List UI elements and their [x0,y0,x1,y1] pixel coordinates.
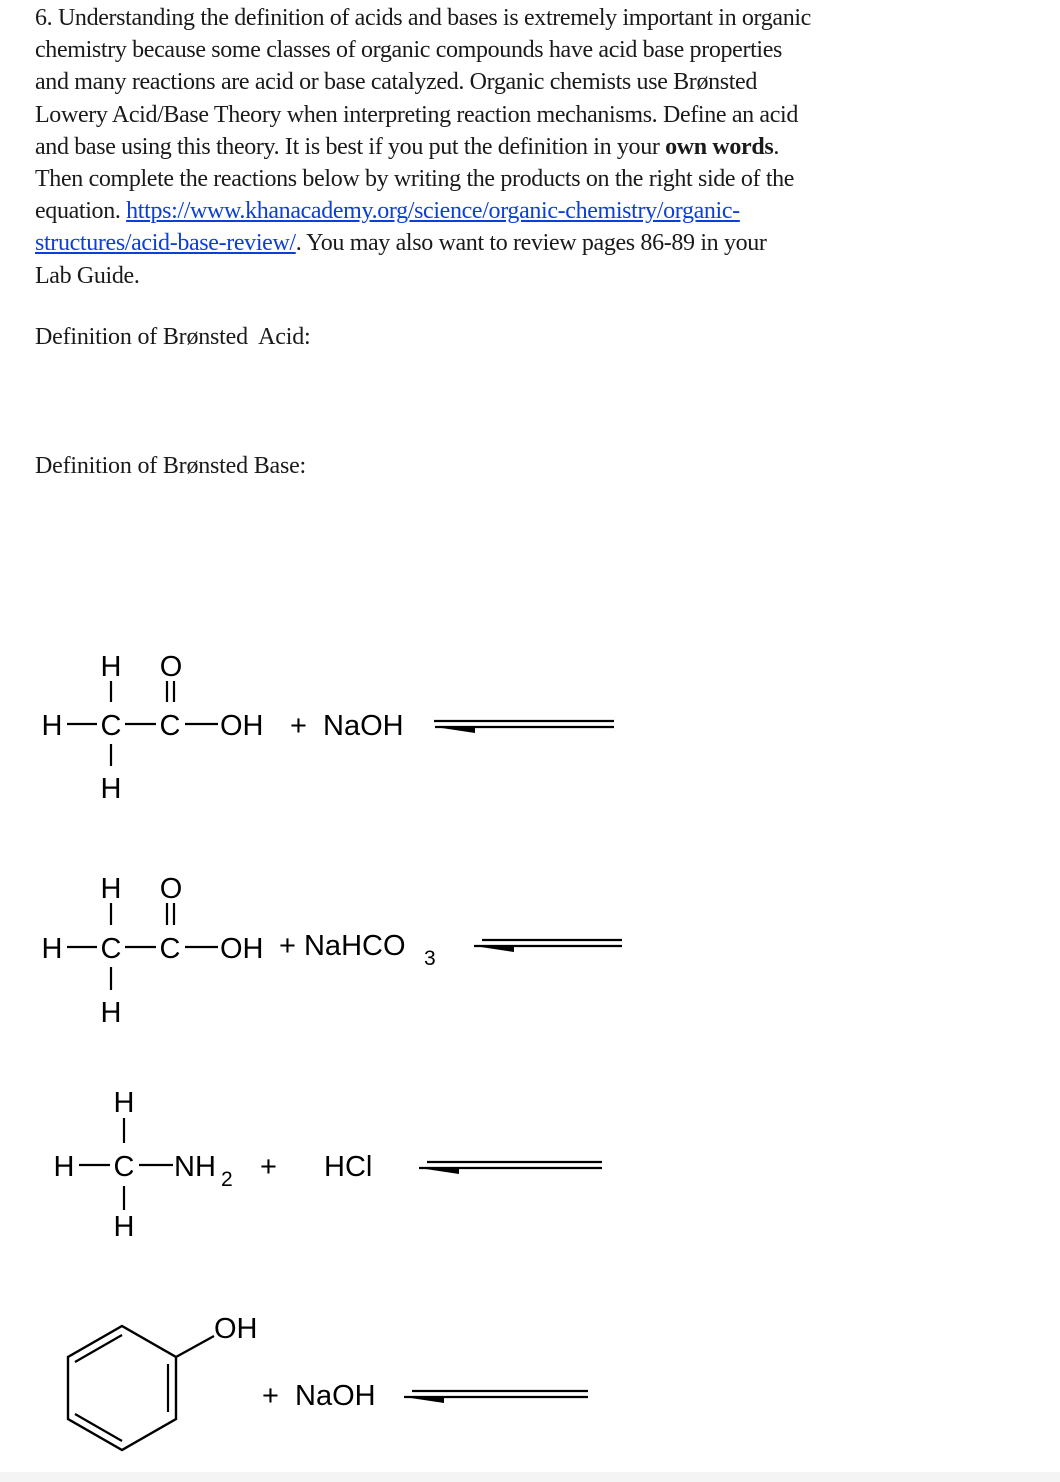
group-oh: OH [220,933,264,965]
question-text: . [773,133,779,160]
reagent-hcl: HCl [324,1151,373,1183]
atom-c: C [159,710,181,742]
emphasis-own-words: own words [665,133,774,160]
reaction-2-acetic-acid-nahco3 [42,873,622,1029]
atom-c: C [100,710,122,742]
question-line: 6. Understanding the definition of acids and bases is extremely important in organic [35,5,811,31]
atom-o: O [159,651,183,683]
reaction-1-acetic-acid-naoh [42,651,614,805]
question-line: chemistry because some classes of organic compounds have acid base properties [35,37,783,64]
atom-c: C [159,933,181,965]
subscript-3: 3 [424,947,436,970]
khan-academy-link-continued[interactable]: structures/acid-base-review/ [35,230,296,257]
reagent-naoh: + NaOH [290,710,404,742]
subscript-2: 2 [221,1168,233,1191]
question-line: and many reactions are acid or base catalyzed. Organic chemists use Brønsted [35,69,758,96]
atom-h: H [41,710,63,742]
reagent-nahco3: + NaHCO [279,930,406,962]
atom-c: C [113,1151,135,1183]
question-line: Lowery Acid/Base Theory when interpreting reaction mechanisms. Define an acid [35,101,798,128]
reaction-4-phenol-naoh [68,1313,588,1450]
question-line: Lab Guide. [35,262,140,289]
question-text: equation. [35,198,127,225]
base-definition-label: Definition of Brønsted Base: [35,453,307,479]
atom-h: H [100,873,122,905]
atom-h: H [113,1211,135,1243]
atom-h: H [100,773,122,805]
group-oh: OH [214,1313,258,1345]
plus-sign: + [260,1151,277,1183]
atom-h: H [53,1151,75,1183]
question-line: Then complete the reactions below by writing the products on the right side of the [35,166,795,193]
khan-academy-link[interactable]: https://www.khanacademy.org/science/organic-chemistry/organic- [126,198,740,225]
question-text: and base using this theory. It is best if you put the definition in your [35,133,666,160]
question-text: . You may also want to review pages 86-89 in your [295,230,767,257]
atom-c: C [100,933,122,965]
atom-h: H [100,651,122,683]
reagent-naoh: + NaOH [262,1380,376,1412]
benzene-ring [68,1326,176,1450]
amine-nh: NH [174,1151,216,1183]
acid-definition-label: Definition of Brønsted Acid: [35,324,311,350]
atom-o: O [159,873,183,905]
bond [176,1336,214,1357]
atom-h: H [100,997,122,1029]
reaction-3-methylamine-hcl [54,1087,602,1243]
group-oh: OH [220,710,264,742]
atom-h: H [41,933,63,965]
atom-h: H [113,1087,135,1119]
